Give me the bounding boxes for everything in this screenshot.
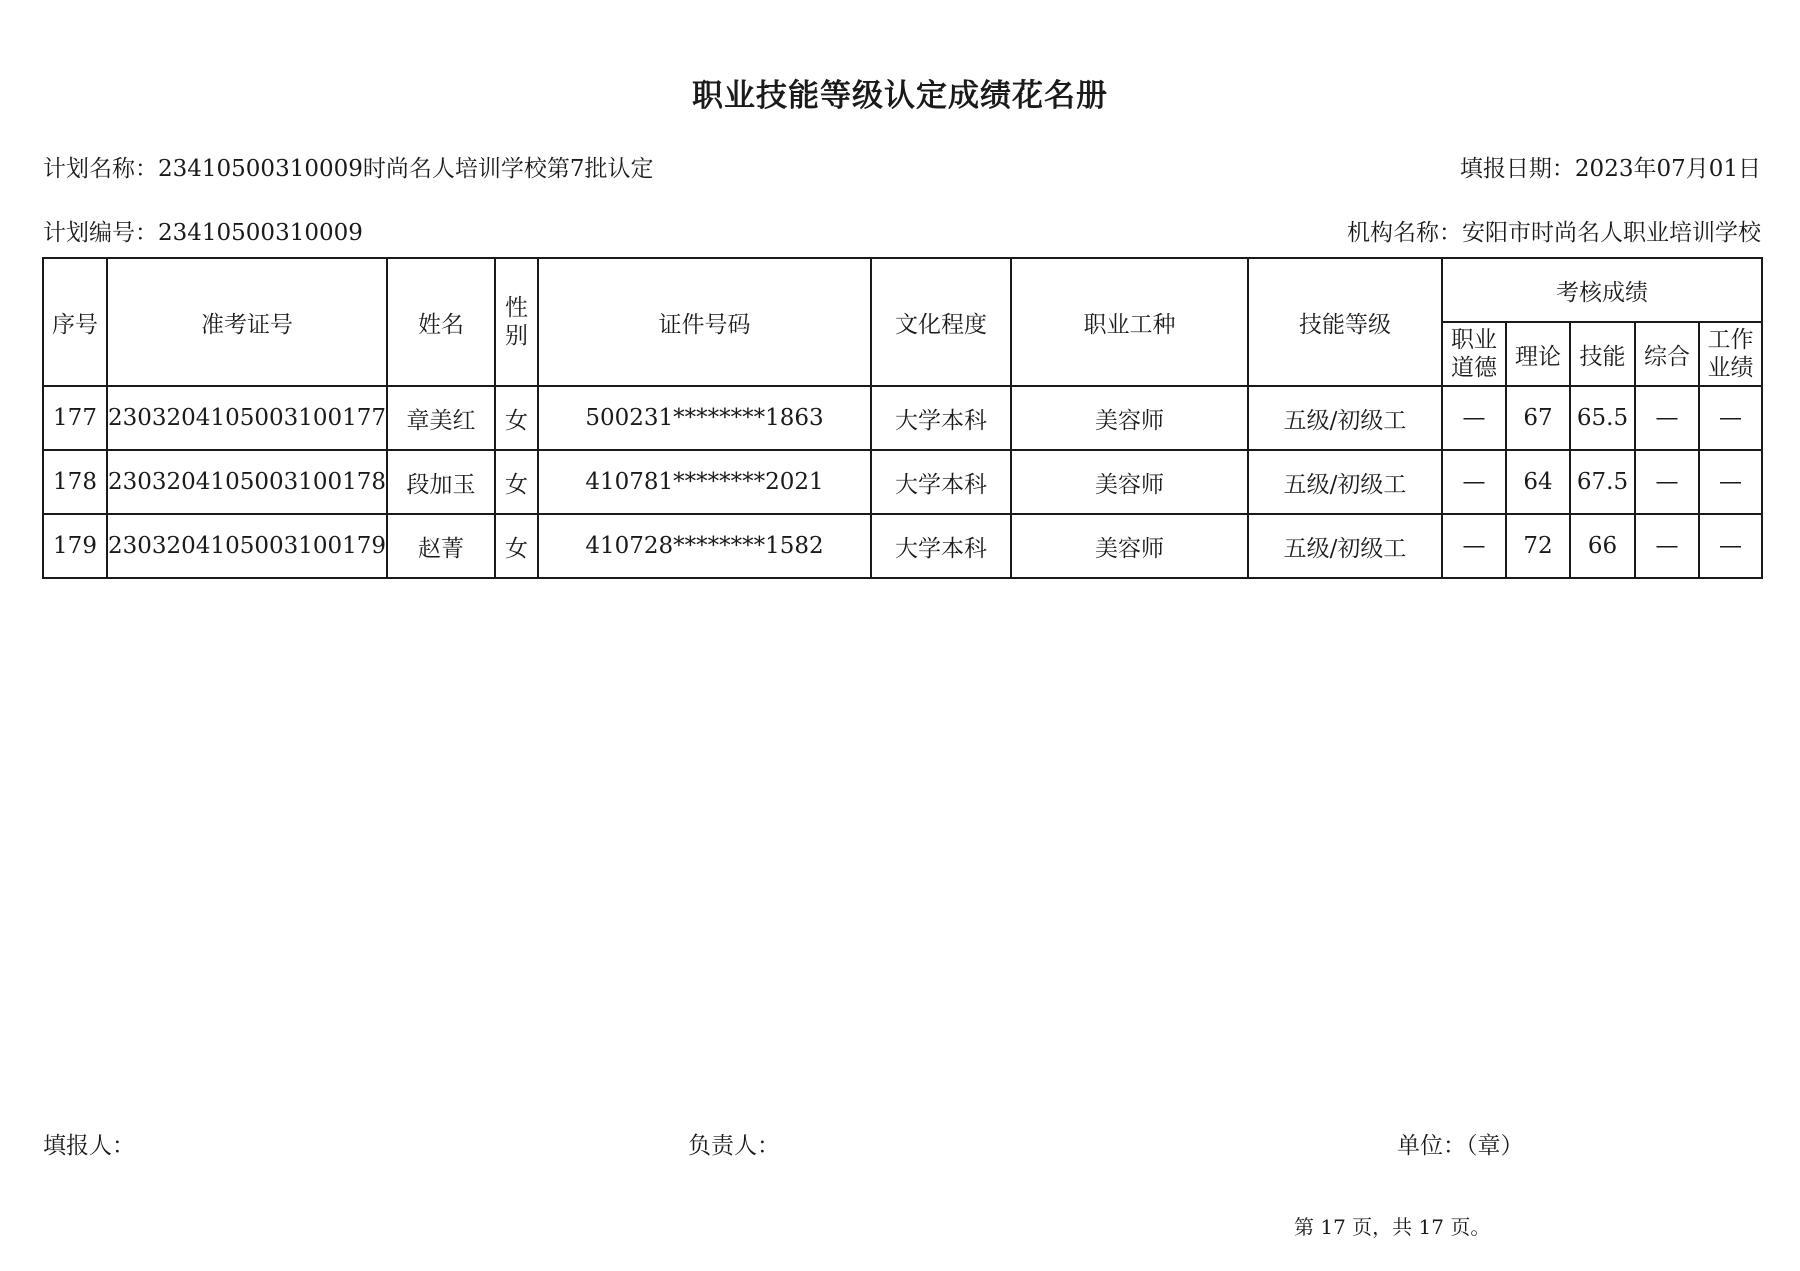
- header-gender-top: 性: [505, 295, 528, 321]
- cell-gender: 女: [495, 514, 538, 578]
- cell-education: 大学本科: [871, 450, 1011, 514]
- score-roster-table: [42, 257, 1763, 579]
- cell-id-no: 410728********1582: [538, 514, 871, 578]
- cell-id-no: 410781********2021: [538, 450, 871, 514]
- cell-overall: —: [1635, 450, 1699, 514]
- header-gender: [495, 258, 538, 386]
- plan-number: 计划编号：23410500310009: [43, 220, 363, 246]
- header-id-no: 证件号码: [538, 258, 871, 386]
- cell-gender: 女: [495, 386, 538, 450]
- cell-work: —: [1699, 386, 1762, 450]
- cell-ethics: —: [1442, 450, 1506, 514]
- table-row: [43, 386, 1762, 450]
- cell-seq: 179: [43, 514, 107, 578]
- cell-theory: 64: [1506, 450, 1570, 514]
- cell-work: —: [1699, 514, 1762, 578]
- header-theory: 理论: [1506, 322, 1570, 386]
- cell-gender: 女: [495, 450, 538, 514]
- header-seq: 序号: [43, 258, 107, 386]
- cell-skill-level: 五级/初级工: [1248, 386, 1442, 450]
- cell-education: 大学本科: [871, 514, 1011, 578]
- cell-skill-level: 五级/初级工: [1248, 514, 1442, 578]
- cell-id-no: 500231********1863: [538, 386, 871, 450]
- cell-seq: 177: [43, 386, 107, 450]
- header-skill: 技能: [1570, 322, 1635, 386]
- cell-skill-level: 五级/初级工: [1248, 450, 1442, 514]
- header-ethics: [1442, 322, 1506, 386]
- header-education: 文化程度: [871, 258, 1011, 386]
- header-gender-bottom: 别: [505, 323, 528, 349]
- header-ethics-bottom: 道德: [1451, 355, 1497, 381]
- filler-signature-label: 填报人：: [43, 1133, 135, 1159]
- cell-occupation: 美容师: [1011, 514, 1248, 578]
- cell-name: 章美红: [387, 386, 495, 450]
- plan-name: 计划名称：23410500310009时尚名人培训学校第7批认定: [43, 156, 654, 182]
- header-skill-level: 技能等级: [1248, 258, 1442, 386]
- table-row: [43, 450, 1762, 514]
- unit-seal-label: 单位：（章）: [1397, 1133, 1524, 1159]
- cell-occupation: 美容师: [1011, 386, 1248, 450]
- page-title: 职业技能等级认定成绩花名册: [692, 78, 1108, 114]
- header-work: [1699, 322, 1762, 386]
- cell-ethics: —: [1442, 514, 1506, 578]
- cell-exam-no: 2303204105003100177: [107, 386, 387, 450]
- org-name: 机构名称：安阳市时尚名人职业培训学校: [1347, 220, 1761, 246]
- cell-exam-no: 2303204105003100179: [107, 514, 387, 578]
- header-work-bottom: 业绩: [1707, 355, 1754, 381]
- cell-exam-no: 2303204105003100178: [107, 450, 387, 514]
- header-work-top: 工作: [1707, 327, 1754, 353]
- cell-name: 赵菁: [387, 514, 495, 578]
- cell-overall: —: [1635, 514, 1699, 578]
- cell-skill: 65.5: [1570, 386, 1635, 450]
- cell-name: 段加玉: [387, 450, 495, 514]
- cell-theory: 67: [1506, 386, 1570, 450]
- cell-skill: 66: [1570, 514, 1635, 578]
- header-overall: 综合: [1635, 322, 1699, 386]
- cell-work: —: [1699, 450, 1762, 514]
- cell-seq: 178: [43, 450, 107, 514]
- responsible-signature-label: 负责人：: [688, 1133, 780, 1159]
- cell-education: 大学本科: [871, 386, 1011, 450]
- report-date: 填报日期：2023年07月01日: [1459, 156, 1761, 182]
- cell-overall: —: [1635, 386, 1699, 450]
- header-exam-no: 准考证号: [107, 258, 387, 386]
- header-occupation: 职业工种: [1011, 258, 1248, 386]
- header-scores-group: 考核成绩: [1442, 258, 1762, 322]
- header-name: 姓名: [387, 258, 495, 386]
- header-ethics-top: 职业: [1451, 327, 1497, 353]
- page-number: 第 17 页，共 17 页。: [1294, 1215, 1491, 1239]
- cell-occupation: 美容师: [1011, 450, 1248, 514]
- cell-skill: 67.5: [1570, 450, 1635, 514]
- cell-ethics: —: [1442, 386, 1506, 450]
- cell-theory: 72: [1506, 514, 1570, 578]
- table-row: [43, 514, 1762, 578]
